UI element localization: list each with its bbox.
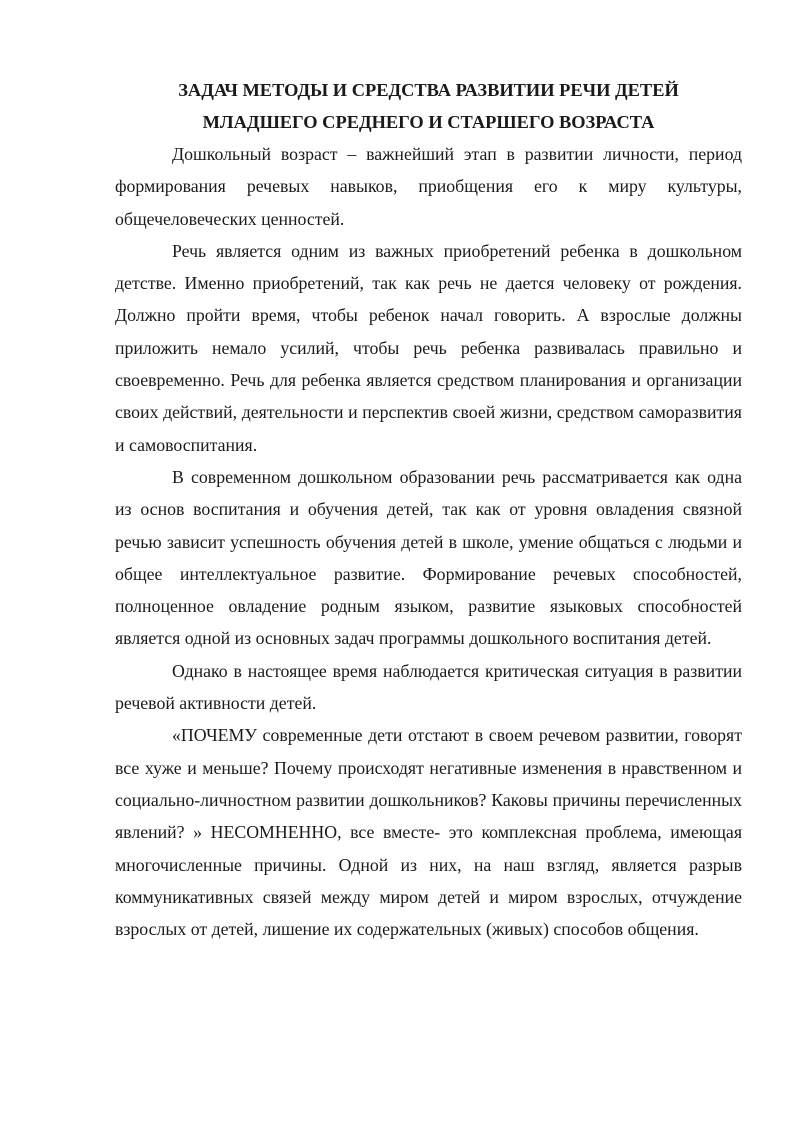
document-body — [115, 74, 742, 945]
document-title-line-2: МЛАДШЕГО СРЕДНЕГО И СТАРШЕГО ВОЗРАСТА — [202, 112, 655, 132]
paragraph-4: Однако в настоящее время наблюдается критическая ситуация в развитии речевой активности детей. — [115, 660, 742, 714]
paragraph-5: «ПОЧЕМУ современные дети отстают в своем речевом развитии, говорят все хуже и меньше? Почему происходят негативные изменения в нравственном и социально-личностном развитии дошкольников? Каковы причины перечисленных явлений? » НЕСОМНЕННО, все вместе- это комплексная проблема, имеющая многочисленные причины. Одной из них, на наш взгляд, является разрыв коммуникативных связей между миром детей и миром взрослых, отчуждение взрослых от детей, лишение их содержательных (живых) способов общения. — [115, 725, 742, 940]
document-title-line-1: ЗАДАЧ МЕТОДЫ И СРЕДСТВА РАЗВИТИИ РЕЧИ ДЕТЕЙ — [178, 80, 679, 100]
paragraph-3: В современном дошкольном образовании речь рассматривается как одна из основ воспитания и обучения детей, так как от уровня овладения связной речью зависит успешность обучения детей в школе, умение общаться с людьми и общее интеллектуальное развитие. Формирование речевых способностей, полноценное овладение родным языком, развитие языковых способностей является одной из основных задач программы дошкольного воспитания детей. — [115, 466, 742, 649]
paragraph-1: Дошкольный возраст – важнейший этап в развитии личности, период формирования речевых навыков, приобщения его к миру культуры, общечеловеческих ценностей. — [115, 144, 742, 229]
paragraph-2: Речь является одним из важных приобретений ребенка в дошкольном детстве. Именно приобретений, так как речь не дается человеку от рождения. Должно пройти время, чтобы ребенок начал говорить. А взрослые должны приложить немало усилий, чтобы речь ребенка развивалась правильно и своевременно. Речь для ребенка является средством планирования и организации своих действий, деятельности и перспектив своей жизни, средством саморазвития и самовоспитания. — [115, 240, 742, 455]
